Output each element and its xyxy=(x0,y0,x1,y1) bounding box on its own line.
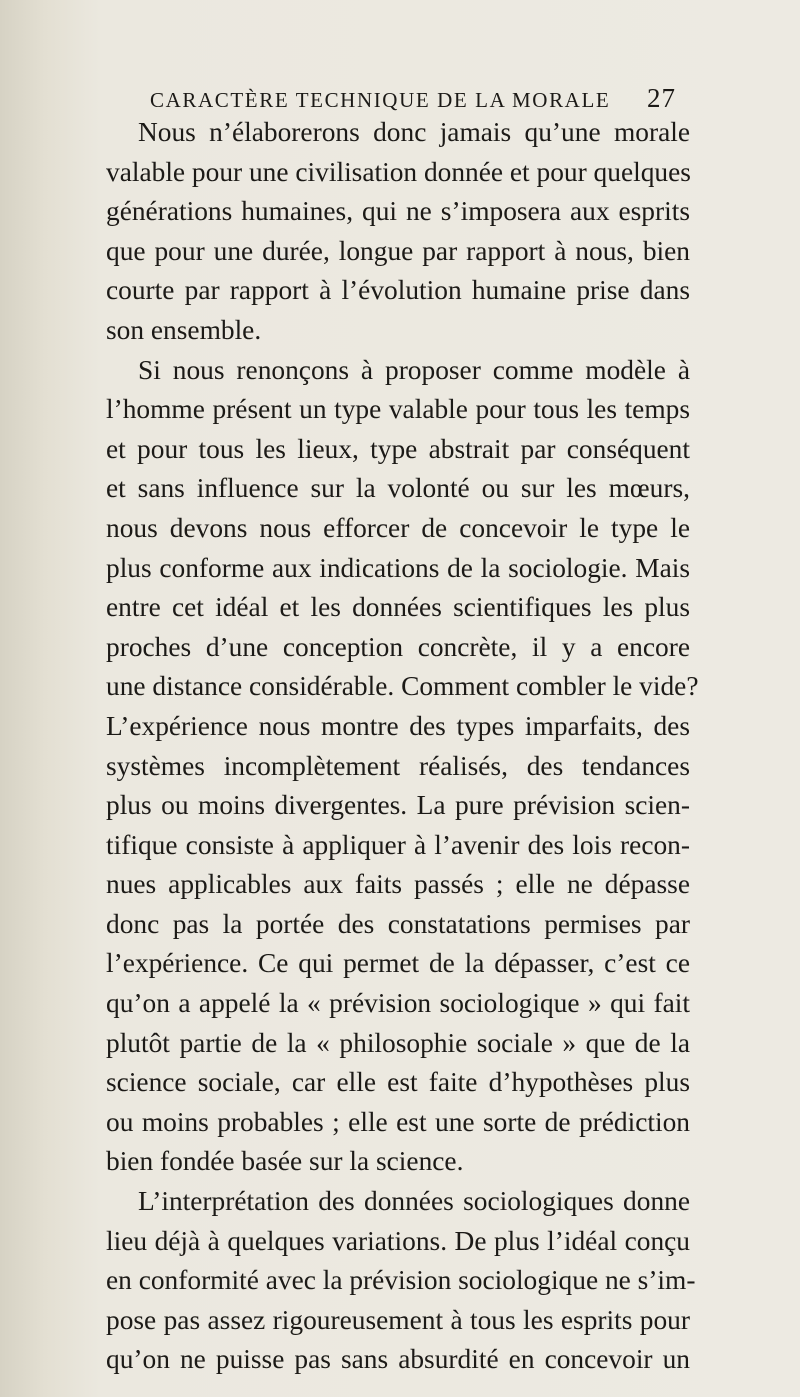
running-title: CARACTÈRE TECHNIQUE DE LA MORALE xyxy=(150,88,611,112)
body-text xyxy=(106,113,699,1380)
text-line: l’homme présent un type valable pour tous les temps xyxy=(106,394,690,425)
text-line: systèmes incomplètement réalisés, des tendances xyxy=(106,750,690,781)
text-line: nous devons nous efforcer de concevoir le type le xyxy=(106,512,690,543)
text-line: plus ou moins divergentes. La pure prévision scien- xyxy=(106,790,690,821)
text-line: l’expérience. Ce qui permet de la dépasser, c’est ce xyxy=(106,948,690,979)
text-line: valable pour une civilisation donnée et pour quelques xyxy=(106,156,691,187)
text-line: qu’on ne puisse pas sans absurdité en concevoir un xyxy=(106,1344,690,1375)
text-line: entre cet idéal et les données scientifiques les plus xyxy=(106,592,690,623)
text-line: tifique consiste à appliquer à l’avenir des lois recon- xyxy=(106,829,690,860)
text-line: une distance considérable. Comment combler le vide? xyxy=(106,671,699,702)
text-line: L’interprétation des données sociologiques donne xyxy=(138,1186,690,1217)
text-line: bien fondée basée sur la science. xyxy=(106,1146,464,1177)
text-line: plutôt partie de la « philosophie sociale » que de la xyxy=(106,1027,690,1058)
text-line: nues applicables aux faits passés ; elle ne dépasse xyxy=(106,869,690,900)
text-line: que pour une durée, longue par rapport à nous, bien xyxy=(106,235,690,266)
text-line: Nous n’élaborerons donc jamais qu’une morale xyxy=(138,117,690,147)
text-line: courte par rapport à l’évolution humaine prise dans xyxy=(106,275,690,306)
text-line: lieu déjà à quelques variations. De plus l’idéal conçu xyxy=(106,1225,690,1256)
text-line: et sans influence sur la volonté ou sur les mœurs, xyxy=(106,473,690,504)
page-number: 27 xyxy=(647,83,676,113)
text-line: plus conforme aux indications de la sociologie. Mais xyxy=(106,552,690,583)
page-header xyxy=(150,83,676,114)
text-line: son ensemble. xyxy=(106,314,262,345)
text-line: donc pas la portée des constatations permises par xyxy=(106,908,690,939)
text-line: en conformité avec la prévision sociologique ne s’im- xyxy=(106,1265,696,1296)
text-line: ou moins probables ; elle est une sorte de prédiction xyxy=(106,1106,690,1137)
text-line: qu’on a appelé la « prévision sociologique » qui fait xyxy=(106,988,690,1019)
text-line: et pour tous les lieux, type abstrait par conséquent xyxy=(106,433,690,464)
text-line: proches d’une conception concrète, il y a encore xyxy=(106,631,690,662)
text-line: L’expérience nous montre des types imparfaits, des xyxy=(106,710,690,741)
text-line: pose pas assez rigoureusement à tous les esprits pour xyxy=(106,1304,690,1335)
text-line: générations humaines, qui ne s’imposera aux esprits xyxy=(106,196,690,227)
text-line: Si nous renonçons à proposer comme modèle à xyxy=(138,354,690,385)
text-line: science sociale, car elle est faite d’hypothèses plus xyxy=(106,1067,690,1098)
